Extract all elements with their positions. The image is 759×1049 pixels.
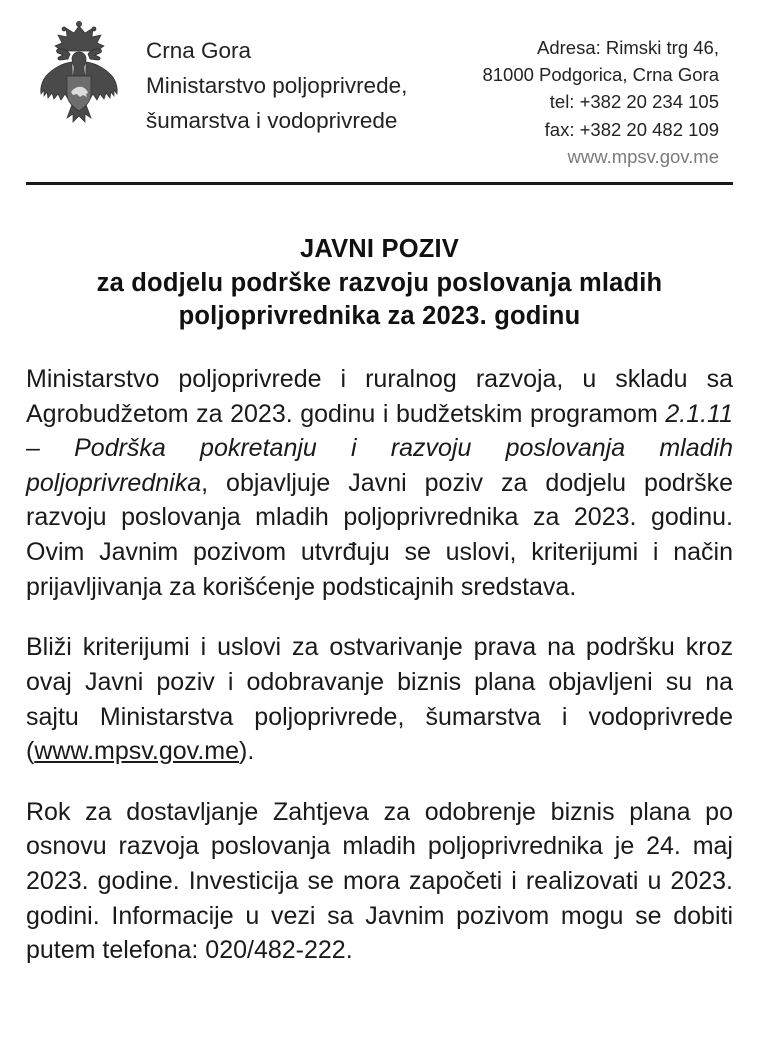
- header-divider: [26, 182, 733, 185]
- letterhead-left: [26, 18, 407, 146]
- document-title: [26, 233, 733, 334]
- title-line-2: za dodjelu podrške razvoju poslovanja mladih: [96, 268, 663, 297]
- paragraph-1-part-b: , objavljuje Javni poziv za dodjelu podrške razvoju poslovanja mladih poljoprivrednika za 2023. godinu. Ovim Javnim pozivom utvrđuju se uslovi, kriterijumi i način prijavljivanja za korišćenje podsticajnih sredstava.: [26, 468, 733, 601]
- ministry-name-line-2: šumarstva i vodoprivrede: [146, 107, 398, 133]
- phone-number: tel: +382 20 234 105: [549, 91, 719, 113]
- paragraph-2-part-b: ).: [239, 737, 255, 766]
- website-url[interactable]: www.mpsv.gov.me: [567, 145, 719, 167]
- letterhead-contact-block: [482, 18, 733, 170]
- paragraph-1-part-a: Ministarstvo poljoprivrede i ruralnog razvoja, u skladu sa Agrobudžetom za 2023. godinu i budžetskim programom: [26, 364, 733, 428]
- document-body: [26, 362, 733, 968]
- montenegro-coat-of-arms-icon: [26, 20, 132, 146]
- paragraph-2: [26, 630, 733, 769]
- ministry-name-line-1: Ministarstvo poljoprivrede,: [146, 72, 408, 98]
- paragraph-1: [26, 362, 733, 604]
- country-name: Crna Gora: [146, 38, 252, 63]
- title-line-1: JAVNI POZIV: [299, 234, 459, 263]
- ministry-name-block: [146, 18, 407, 139]
- letterhead: [26, 18, 733, 180]
- paragraph-3: Rok za dostavljanje Zahtjeva za odobrenje biznis plana po osnovu razvoja poslovanja mladih poljoprivrednika je 24. maj 2023. godine. Investicija se mora započeti i realizovati u 2023. godini. Informacije u vezi sa Javnim pozivom mogu se dobiti putem telefona: 020/482-222.: [26, 797, 733, 965]
- website-link[interactable]: www.mpsv.gov.me: [34, 737, 240, 766]
- title-line-3: poljoprivrednika za 2023. godinu: [178, 302, 581, 331]
- address-line-1: Adresa: Rimski trg 46,: [537, 37, 719, 58]
- paragraph-2-part-a: Bliži kriterijumi i uslovi za ostvarivanje prava na podršku kroz ovaj Javni poziv i odobravanje biznis plana objavljeni su na sajtu Ministarstva poljoprivrede, šumarstva i vodoprivrede (: [26, 633, 733, 766]
- address-line-2: 81000 Podgorica, Crna Gora: [482, 64, 719, 86]
- paragraph-1-program-title: 2.1.11 – Podrška pokretanju i razvoju poslovanja mladih poljoprivrednika: [26, 399, 733, 497]
- fax-number: fax: +382 20 482 109: [544, 118, 719, 140]
